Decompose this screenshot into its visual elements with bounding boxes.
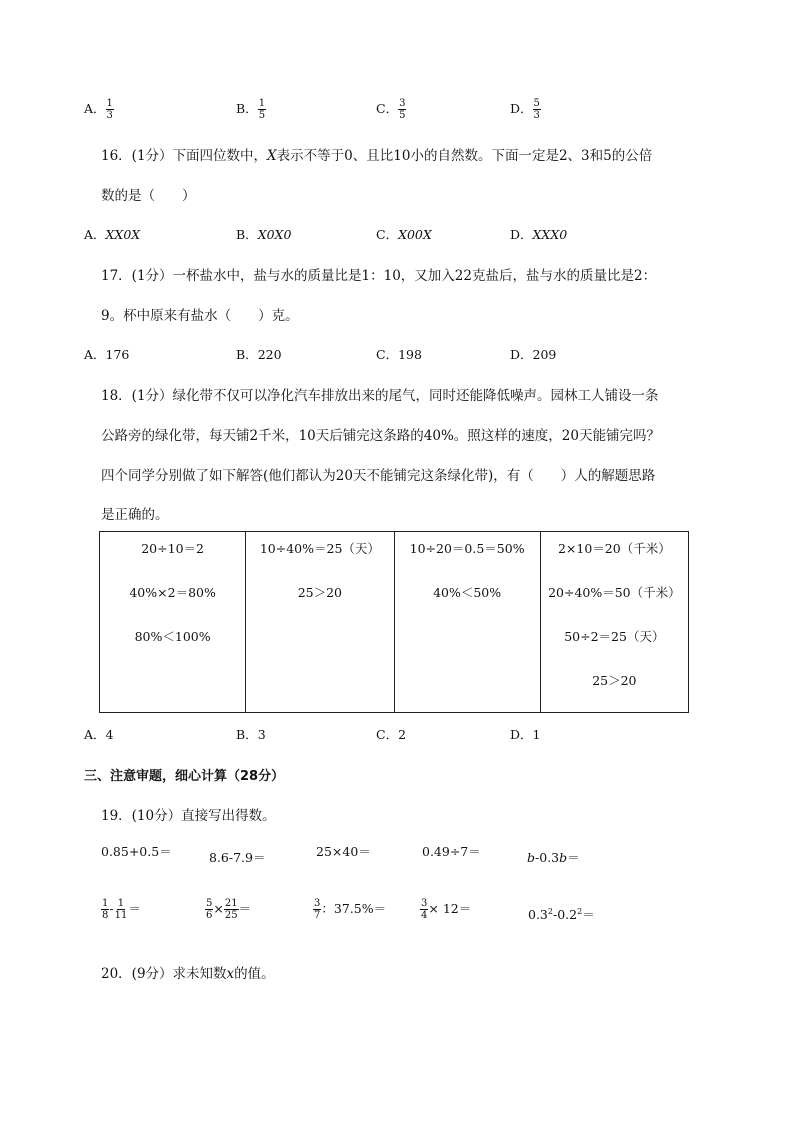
q16-option-b: B．X0X0 xyxy=(236,227,292,242)
calc-6: $\frac{1}{8}$ - $\frac{1}{11}$ ＝ xyxy=(102,898,141,921)
q17-option-d: D．209 xyxy=(510,347,557,362)
q18-option-b: B．3 xyxy=(236,727,266,742)
q18-solutions-table xyxy=(99,531,689,713)
calc-4: 0.49÷7＝ xyxy=(422,844,481,859)
q17-option-b: B．220 xyxy=(236,347,282,362)
solution-cell-3: 10÷20＝0.5＝50% 40%＜50% xyxy=(394,532,540,713)
q15-option-c: C． $\frac{3}{5}$ xyxy=(376,98,406,121)
q16-option-c: C．X00X xyxy=(376,227,432,242)
q18-option-c: C．2 xyxy=(376,727,407,742)
q18-option-a: A．4 xyxy=(84,727,114,742)
q17-line2: 9。杯中原来有盐水（ ）克。 xyxy=(101,308,299,324)
q16-option-d: D．XXX0 xyxy=(510,227,568,242)
calc-7: $\frac{5}{6}$ × $\frac{21}{25}$ ＝ xyxy=(206,898,252,921)
solution-cell-4: 2×10＝20（千米） 20÷40%＝50（千米） 50÷2＝25（天） 25＞20 xyxy=(540,532,688,713)
calc-10: $0.3^2-0.2^2=$ xyxy=(528,906,595,922)
q16-option-a: A．XX0X xyxy=(84,227,141,242)
calc-3: 25×40＝ xyxy=(316,844,371,859)
q17-line1: 17．(1分）一杯盐水中，盐与水的质量比是1：10，又加入22克盐后，盐与水的质量比是2： xyxy=(101,268,657,284)
q18-line2: 公路旁的绿化带，每天铺2千米，10天后铺完这条路的40%。照这样的速度，20天能铺完吗？ xyxy=(101,428,660,444)
calc-1: 0.85+0.5＝ xyxy=(101,844,172,859)
q18-line3: 四个同学分别做了如下解答(他们都认为20天不能铺完这条绿化带)，有（ ）人的解题思路 xyxy=(101,468,656,484)
q15-option-d: D． $\frac{5}{3}$ xyxy=(510,98,540,121)
solution-cell-2: 10÷40%＝25（天） 25＞20 xyxy=(246,532,394,713)
fraction: $\frac{3}{5}$ xyxy=(399,98,406,121)
q15-option-a: A． $\frac{1}{3}$ xyxy=(84,98,113,121)
q18-line4: 是正确的。 xyxy=(101,507,169,523)
fraction: $\frac{1}{3}$ xyxy=(106,98,113,121)
calc-2: 8.6-7.9＝ xyxy=(209,850,266,865)
fraction: $\frac{5}{3}$ xyxy=(533,98,540,121)
fraction: $\frac{1}{5}$ xyxy=(258,98,266,121)
q17-option-a: A．176 xyxy=(84,347,130,362)
q16-line2: 数的是（ ） xyxy=(101,188,196,204)
q16-line1: 16．(1分）下面四位数中，X表示不等于0、且比10小的自然数。下面一定是2、3和5的公倍 xyxy=(101,148,653,164)
q20-prompt: 20．(9分）求未知数x的值。 xyxy=(101,966,275,982)
calc-9: $\frac{3}{4}$ × 12＝ xyxy=(421,898,472,921)
q15-option-b: B． $\frac{1}{5}$ xyxy=(236,98,266,121)
calc-8: $\frac{3}{7}$ ：37.5%＝ xyxy=(314,898,387,921)
solution-cell-1: 20÷10＝2 40%×2＝80% 80%＜100% xyxy=(100,532,246,713)
q18-option-d: D．1 xyxy=(510,727,541,742)
calc-5: b-0.3b＝ xyxy=(527,850,580,865)
q17-option-c: C．198 xyxy=(376,347,422,362)
q19-prompt: 19．(10分）直接写出得数。 xyxy=(101,808,276,824)
section-3-title: 三、注意审题，细心计算（28分） xyxy=(84,769,285,784)
q18-line1: 18．(1分）绿化带不仅可以净化汽车排放出来的尾气，同时还能降低噪声。园林工人铺设一条 xyxy=(101,388,659,404)
